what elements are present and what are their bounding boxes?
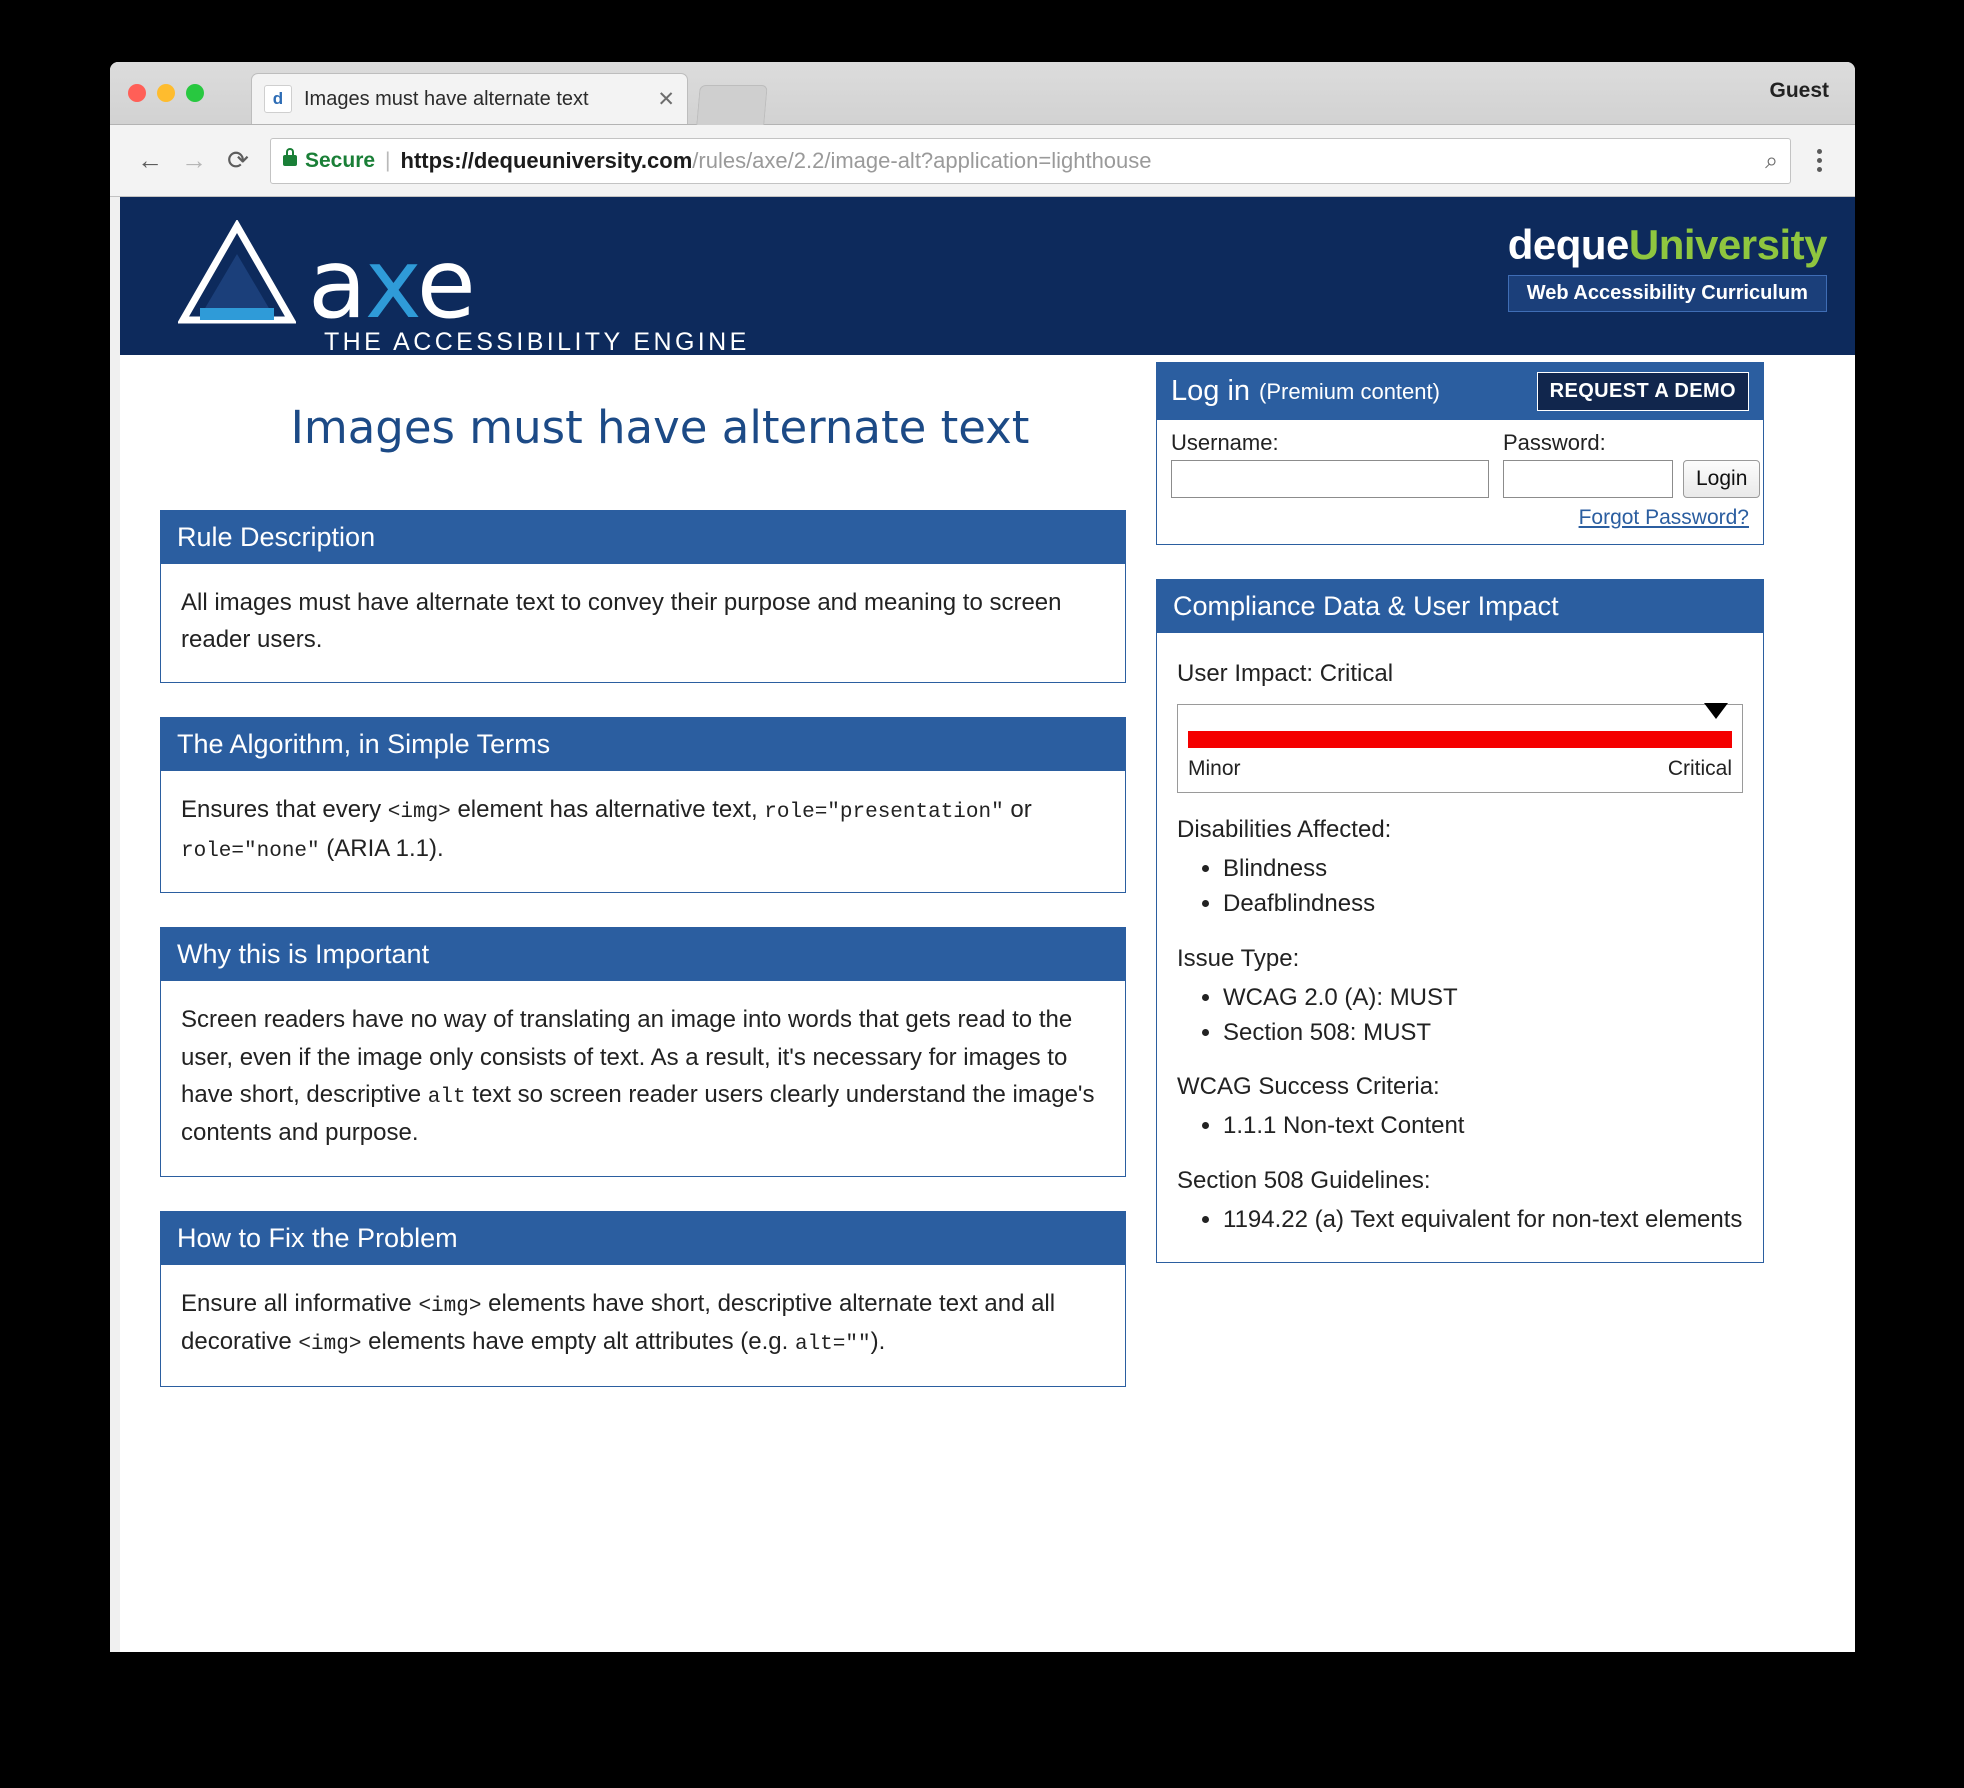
list-item: • Blindness — [1223, 852, 1743, 887]
password-input[interactable] — [1503, 460, 1673, 498]
password-label: Password: — [1503, 430, 1606, 455]
user-impact-line: User Impact: Critical — [1177, 660, 1394, 687]
panel-heading: Why this is Important — [161, 928, 1125, 981]
panel-algorithm — [160, 717, 1126, 893]
close-window-button[interactable] — [128, 84, 146, 102]
guest-profile-button[interactable]: Guest — [1769, 79, 1829, 102]
panel-body: All images must have alternate text to convey their purpose and meaning to screen reader users. — [181, 589, 1062, 654]
panel-compliance — [1156, 579, 1764, 1263]
brand-subtitle: Web Accessibility Curriculum — [1508, 275, 1827, 312]
issue-type-list — [1177, 981, 1743, 1051]
browser-tab[interactable] — [251, 73, 688, 124]
request-demo-button[interactable]: REQUEST A DEMO — [1537, 372, 1749, 411]
impact-min-label: Minor — [1188, 757, 1241, 781]
panel-how-to-fix — [160, 1211, 1126, 1387]
window-controls — [128, 84, 204, 102]
deque-favicon-icon: d — [264, 85, 292, 113]
address-bar[interactable] — [270, 138, 1791, 184]
address-bar-url — [401, 148, 1152, 174]
page-viewport — [110, 197, 1855, 1652]
list-item: • Deafblindness — [1223, 887, 1743, 922]
panel-heading: The Algorithm, in Simple Terms — [161, 718, 1125, 771]
list-item: • 1194.22 (a) Text equivalent for non-text elements — [1223, 1203, 1743, 1238]
code-role-none: role="none" — [181, 839, 320, 863]
login-panel-body — [1157, 420, 1763, 544]
panel-body: Screen readers have no way of translating an image into words that gets read to the user, even if the image only consists of text. As a result, it's necessary for images to have short, descriptive alt text so screen reader users clearly understand the image's contents and purpose. — [181, 1006, 1095, 1147]
wcag-list — [1177, 1109, 1743, 1144]
list-item: • WCAG 2.0 (A): MUST — [1223, 981, 1743, 1016]
axe-triangle-icon — [178, 220, 296, 326]
impact-meter-fill — [1188, 731, 1732, 748]
code-alt: alt — [427, 1085, 466, 1109]
minimize-window-button[interactable] — [157, 84, 175, 102]
tab-bar — [110, 62, 1855, 125]
section508-heading: Section 508 Guidelines: — [1177, 1167, 1431, 1195]
browser-toolbar — [110, 125, 1855, 197]
code-role-presentation: role="presentation" — [764, 801, 1004, 825]
brand-deque: deque — [1507, 221, 1629, 268]
impact-meter — [1177, 704, 1743, 793]
panel-body — [1157, 633, 1763, 1262]
panel-rule-description — [160, 510, 1126, 683]
code-img-tag: <img> — [418, 1294, 482, 1318]
login-button[interactable]: Login — [1683, 460, 1760, 498]
code-img-tag-decorative: <img> — [298, 1333, 362, 1357]
kebab-menu-icon[interactable] — [1801, 139, 1837, 183]
zoom-search-icon[interactable]: ⌕ — [1765, 147, 1778, 173]
web-page — [120, 197, 1855, 1652]
url-path: /rules/axe/2.2/image-alt?application=lighthouse — [692, 147, 1152, 173]
list-item: • Section 508: MUST — [1223, 1016, 1743, 1051]
login-panel-header — [1157, 363, 1763, 420]
maximize-window-button[interactable] — [186, 84, 204, 102]
reload-icon[interactable]: ⟳ — [227, 145, 249, 175]
username-label: Username: — [1171, 430, 1279, 455]
page-content — [120, 375, 1855, 1421]
back-arrow-icon[interactable]: ← — [137, 145, 163, 175]
tab-close-icon[interactable]: ✕ — [657, 87, 675, 111]
panel-heading: How to Fix the Problem — [161, 1212, 1125, 1265]
url-domain: https://dequeuniversity.com — [400, 147, 693, 173]
code-img-tag: <img> — [387, 801, 451, 825]
brand-university: University — [1628, 221, 1827, 268]
disabilities-heading: Disabilities Affected: — [1177, 815, 1392, 843]
impact-max-label: Critical — [1667, 757, 1732, 781]
forgot-password-link[interactable]: Forgot Password? — [1578, 506, 1749, 529]
axe-wordmark: axe — [308, 228, 474, 341]
deque-university-title — [1508, 221, 1827, 269]
page-title: Images must have alternate text — [290, 401, 1030, 454]
axe-logo[interactable] — [178, 220, 750, 357]
site-header — [120, 197, 1855, 355]
panel-heading: Rule Description — [161, 511, 1125, 564]
new-tab-stub[interactable] — [696, 85, 767, 125]
browser-window — [110, 62, 1855, 1652]
panel-body: Ensures that every <img> element has alternative text, role="presentation" or role="none" (ARIA 1.1). — [181, 796, 1032, 863]
login-panel — [1156, 362, 1764, 545]
login-subtitle: (Premium content) — [1259, 378, 1440, 404]
impact-marker-icon — [1704, 703, 1728, 719]
secure-label: Secure — [305, 148, 376, 172]
sidebar-column — [1156, 362, 1764, 1297]
left-gutter — [110, 197, 120, 1652]
login-title: Log in — [1171, 375, 1251, 407]
username-input[interactable] — [1171, 460, 1489, 498]
main-column — [160, 510, 1126, 1421]
deque-university-brand[interactable] — [1508, 221, 1827, 312]
panel-body: Ensure all informative <img> elements have short, descriptive alternate text and all decorative <img> elements have empty alt attributes (e.g. alt=""). — [181, 1289, 1056, 1357]
panel-heading: Compliance Data & User Impact — [1157, 580, 1763, 633]
list-item: • 1.1.1 Non-text Content — [1223, 1109, 1743, 1144]
section508-list — [1177, 1203, 1743, 1238]
forward-arrow-icon[interactable]: → — [181, 145, 207, 175]
issue-type-heading: Issue Type: — [1177, 944, 1300, 972]
lock-icon — [283, 155, 297, 166]
panel-why-important — [160, 927, 1126, 1176]
code-empty-alt: alt="" — [794, 1333, 871, 1357]
axe-tagline: THE ACCESSIBILITY ENGINE — [324, 328, 750, 356]
disabilities-list — [1177, 852, 1743, 922]
omnibox-divider: | — [385, 148, 391, 172]
tab-title: Images must have alternate text — [304, 87, 589, 110]
wcag-heading: WCAG Success Criteria: — [1177, 1073, 1440, 1101]
